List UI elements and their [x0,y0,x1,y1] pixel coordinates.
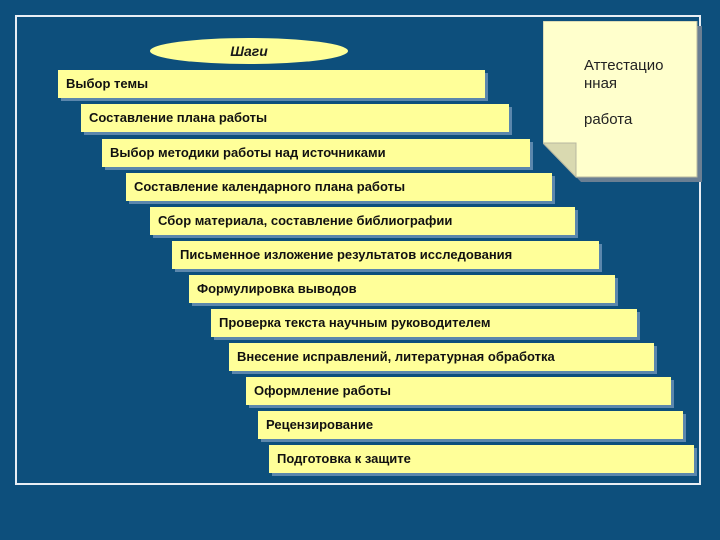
step-2: Составление плана работы [81,104,509,132]
step-7: Формулировка выводов [189,275,615,303]
note-line-1: Аттестацио [584,57,664,74]
attestation-note [543,21,699,179]
note-line-3: работа [584,111,633,128]
step-4: Составление календарного плана работы [126,173,552,201]
note-line-2: нная [584,75,618,92]
step-3: Выбор методики работы над источниками [102,139,530,167]
step-1: Выбор темы [58,70,485,98]
steps-header: Шаги [150,38,348,64]
step-12: Подготовка к защите [269,445,694,473]
note-text [584,57,696,129]
step-5: Сбор материала, составление библиографии [150,207,575,235]
step-6: Письменное изложение результатов исследования [172,241,599,269]
step-10: Оформление работы [246,377,671,405]
step-8: Проверка текста научным руководителем [211,309,637,337]
step-9: Внесение исправлений, литературная обработка [229,343,654,371]
step-11: Рецензирование [258,411,683,439]
